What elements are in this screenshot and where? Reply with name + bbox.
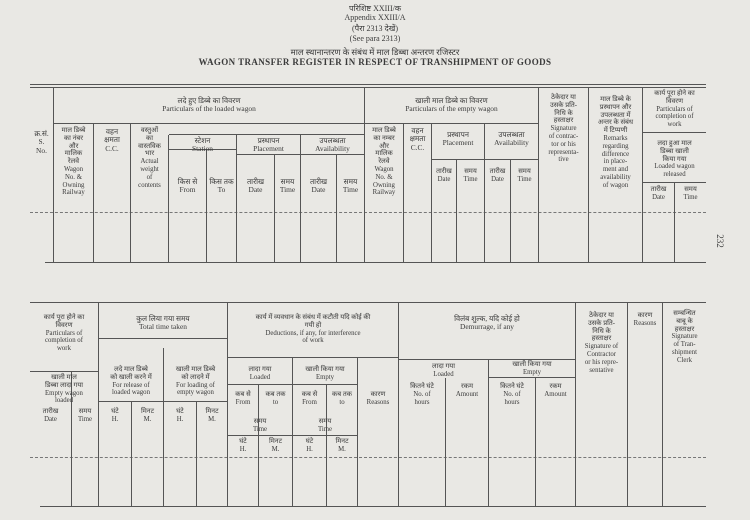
released-time-header: समय Time xyxy=(683,186,698,201)
placement-header: प्रस्थापन Placement xyxy=(253,136,284,154)
title-hindi: माल स्थानान्तरण के संबंध में माल डिब्बा अन्तरण रजिस्टर xyxy=(290,47,460,57)
empty-placement-header: प्रस्थापन Placement xyxy=(442,130,474,148)
loading-hours-header: घंटे H. xyxy=(176,408,184,423)
cc-header: वहन क्षमता C.C. xyxy=(104,127,120,153)
ded-empty-minutes-header: मिनट M. xyxy=(335,438,349,453)
ded-loaded-to-header: कब तक to xyxy=(265,391,286,406)
empty-availability-header: उपलब्धता Availability xyxy=(494,130,529,148)
availability-date-header: तारीख Date xyxy=(309,177,328,195)
contents-header: वस्तुओं का वास्तविक भार Actual weight of contents xyxy=(138,127,161,189)
to-header: किस तक To xyxy=(209,177,234,195)
bottom-reasons-header: कारण Reasons xyxy=(633,312,657,327)
bottom-time-header: समय Time xyxy=(77,408,93,423)
bottom-contractor-signature-header: ठेकेदार या उसके प्रति- निधि के हस्ताक्षर Signature of Contractor or his repre- sentative xyxy=(584,312,619,374)
dem-loaded-header: लादा गया Loaded xyxy=(432,363,455,378)
for-release-header: लदे माल डिब्बे को खाली करने में For release of loaded wagon xyxy=(110,366,152,397)
empty-availability-date-header: तारीख Date xyxy=(489,168,506,183)
station-header: स्टेशन Station xyxy=(192,136,213,154)
from-header: किस से From xyxy=(177,177,198,195)
sno-header: क्र.सं. S. No. xyxy=(34,129,49,155)
empty-wagon-group-header: खाली माल डिब्बे का विवरण Particulars of the empty wagon xyxy=(405,96,498,114)
empty-loaded-header: खाली माल डिब्बा लादा गया Empty wagon loaded xyxy=(44,374,84,405)
released-date-header: तारीख Date xyxy=(650,186,667,201)
total-time-header: कुल लिया गया समय Total time taken xyxy=(136,314,190,332)
empty-availability-time-header: समय Time xyxy=(517,168,532,183)
demurrage-header: विलंब शुल्क, यदि कोई हो Demurrage, if any xyxy=(454,314,520,332)
empty-wagon-no-header: माल डिब्बे का नम्बर और मालिक रेलवे Wagon No. & Owning Railway xyxy=(372,127,396,197)
ded-empty-time-header: समय Time xyxy=(317,418,333,433)
dem-empty-amount-header: रकम Amount xyxy=(544,383,567,398)
title-english: WAGON TRANSFER REGISTER IN RESPECT OF TRANSHIPMENT OF GOODS xyxy=(198,57,552,67)
para-ref-english: (See para 2313) xyxy=(349,34,401,43)
dem-loaded-amount-header: रकम Amount xyxy=(455,383,479,398)
para-ref-hindi: (पैरा 2313 देखें) xyxy=(351,24,398,33)
dem-empty-hours-header: कितने घंटे No. of hours xyxy=(500,383,524,406)
empty-placement-date-header: तारीख Date xyxy=(436,168,452,183)
ded-empty-from-header: कब से From xyxy=(301,391,318,406)
ded-reasons-header: कारण Reasons xyxy=(366,391,390,406)
ded-empty-to-header: कब तक to xyxy=(332,391,352,406)
ded-loaded-minutes-header: मिनट M. xyxy=(268,438,283,453)
dem-loaded-hours-header: कितने घंटे No. of hours xyxy=(410,383,434,406)
ded-loaded-hours-header: घंटे H. xyxy=(239,438,247,453)
placement-date-header: तारीख Date xyxy=(246,177,265,195)
ded-empty-hours-header: घंटे H. xyxy=(305,438,314,453)
appendix-hindi: परिशिष्ट XXIII/क xyxy=(349,4,401,13)
transhipment-clerk-signature-header: सम्बन्धित बाबू के हस्ताक्षर Signature of Tran- shipment Clerk xyxy=(671,310,698,364)
completion-header: कार्य पूरा होने का विवरण Particulars of completion of work xyxy=(654,90,695,129)
dem-empty-header: खाली किया गया Empty xyxy=(512,361,552,376)
ded-loaded-time-header: समय Time xyxy=(252,418,268,433)
for-loading-header: खाली माल डिब्बे को लादने में For loading of empty wagon xyxy=(175,366,216,397)
loaded-released-header: लदा हुआ माल डिब्बा खाली किया गया Loaded wagon released xyxy=(654,140,695,179)
placement-time-header: समय Time xyxy=(279,177,296,195)
ded-loaded-header: लादा गया Loaded xyxy=(248,366,272,381)
loading-minutes-header: मिनट M. xyxy=(205,408,219,423)
contractor-signature-header: ठेकेदार या उसके प्रति- निधि के हस्ताक्षर Signature of contrac- tor or his representa- tive xyxy=(548,94,579,164)
bottom-completion-header: कार्य पूरा होने का विवरण Particulars of completion of work xyxy=(43,314,85,353)
appendix-english: Appendix XXIII/A xyxy=(344,13,406,22)
release-minutes-header: मिनट M. xyxy=(140,408,155,423)
availability-time-header: समय Time xyxy=(342,177,359,195)
ded-loaded-from-header: कब से From xyxy=(235,391,251,406)
remarks-header: माल डिब्बे के प्रस्थापन और उपलब्धता में अन्तर के संबंध में टिप्पणी Remarks regarding difference in place- ment and availability of wagon xyxy=(597,96,634,189)
empty-cc-header: वहन क्षमता C.C. xyxy=(409,126,426,152)
ded-empty-header: खाली किया गया Empty xyxy=(305,366,345,381)
release-hours-header: घंटे H. xyxy=(111,408,119,423)
bottom-date-header: तारीख Date xyxy=(42,408,59,423)
page-number: 232 xyxy=(714,234,725,248)
wagon-no-header: माल डिब्बे का नंबर और मालिक रेलवे Wagon No. & Owning Railway xyxy=(61,127,86,197)
availability-header: उपलब्धता Availability xyxy=(315,136,350,154)
loaded-wagon-group-header: लदे हुए डिब्बे का विवरण Particulars of the loaded wagon xyxy=(162,96,256,114)
deductions-header: कार्य में व्यवधान के संबंध में कटौती यदि कोई की गयी हो Deductions, if any, for interference of work xyxy=(255,314,371,345)
empty-placement-time-header: समय Time xyxy=(463,168,478,183)
